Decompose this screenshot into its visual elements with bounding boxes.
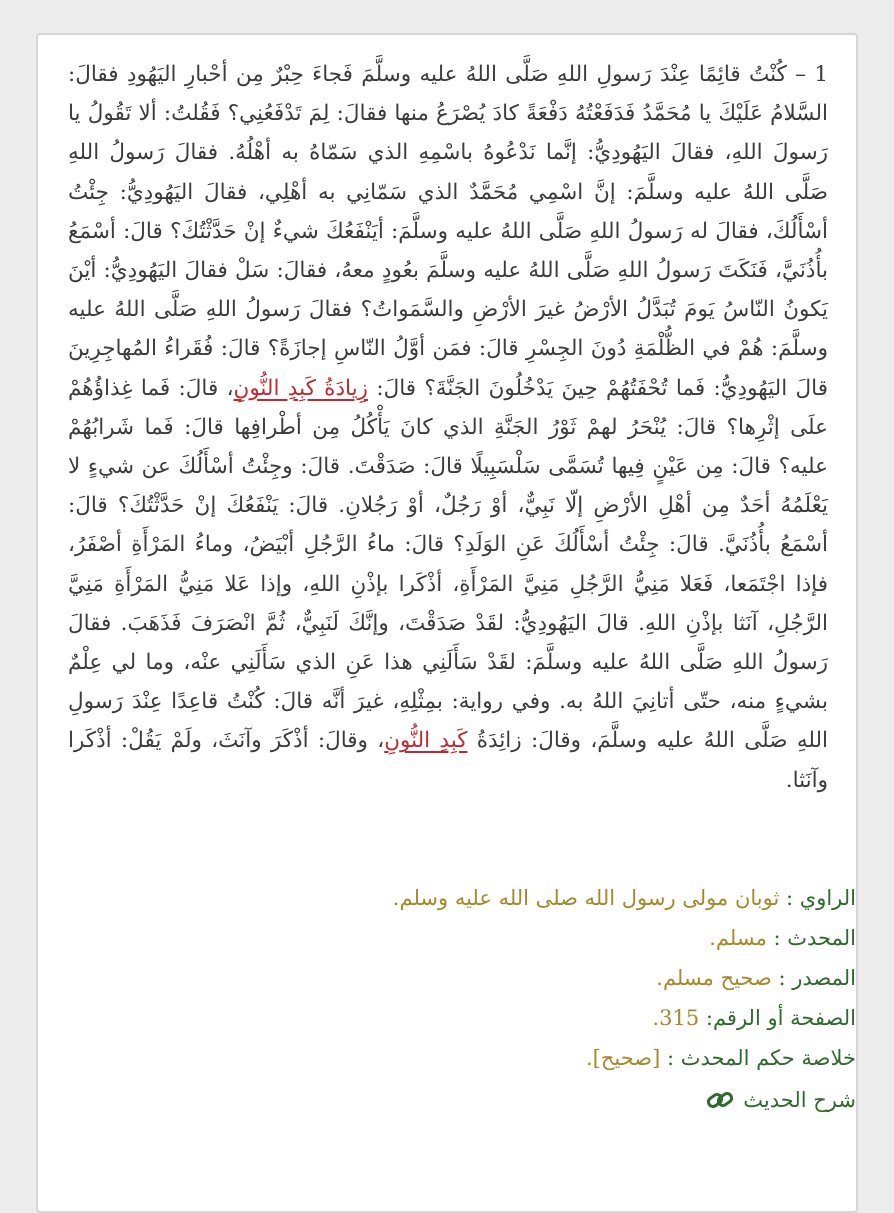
source-value: صحيح مسلم. <box>656 966 772 990</box>
source-row <box>96 958 856 998</box>
hadith-text-part-2: ، قالَ: فَما غِذاؤُهُمْ علَى إثْرِها؟ قالَ: يُنْحَرُ لهمْ ثَوْرُ الجَنَّةِ الذي كانَ يَأْكُلُ مِن أطْرافِها قالَ: فَما شَرابُهُمْ عليه؟ قالَ: مِن عَيْنٍ فِيها تُسَمَّى سَلْسَبِيلًا قالَ: صَدَقْتَ. قالَ: وجِئْتُ أسْأَلُكَ عن شيءٍ لا يَعْلَمُهُ أحَدٌ مِن أهْلِ الأرْضِ إلّا نَبِيٌّ، أوْ رَجُلٌ، أوْ رَجُلانِ. قالَ: يَنْفَعُكَ إنْ حَدَّثْتُكَ؟ قالَ: أسْمَعُ بأُذُنَيَّ. قالَ: جِئْتُ أسْأَلُكَ عَنِ الوَلَدِ؟ قالَ: ماءُ الرَّجُلِ أبْيَضُ، وماءُ المَرْأَةِ أصْفَرُ، فإذا اجْتَمَعا، فَعَلا مَنِيُّ الرَّجُلِ مَنِيَّ المَرْأَةِ، أذْكَرا بإذْنِ اللهِ، وإذا عَلا مَنِيُّ المَرْأَةِ مَنِيَّ الرَّجُلِ، آنَثا بإذْنِ اللهِ. قالَ اليَهُودِيُّ: لقَدْ صَدَقْتَ، وإنَّكَ لَنَبِيٌّ، ثُمَّ انْصَرَفَ فَذَهَبَ. فقالَ رَسولُ اللهِ صَلَّى اللهُ عليه وسلَّمَ: لقَدْ سَأَلَنِي هذا عَنِ الذي سَأَلَنِي عنْه، وما لي عِلْمٌ بشيءٍ منه، حتّى أتانِيَ اللهُ به. وفي رواية: بمِثْلِهِ، غيرَ أنَّه قالَ: كُنْتُ قاعِدًا عِنْدَ رَسولِ اللهِ صَلَّى اللهُ عليه وسلَّمَ، وقالَ: زائِدَةُ <box>68 375 828 754</box>
page-row <box>96 998 856 1038</box>
hadith-metadata <box>96 878 856 1118</box>
narrator-value: ثوبان مولى رسول الله صلى الله عليه وسلم. <box>392 886 780 910</box>
sharh-label: شرح الحديث <box>743 1088 856 1112</box>
page-value: 315. <box>652 1006 700 1030</box>
scholar-row <box>96 918 856 958</box>
link-icon <box>705 1087 735 1113</box>
hadith-text-part-1: 1 – كُنْتُ قائِمًا عِنْدَ رَسولِ اللهِ صَلَّى اللهُ عليه وسلَّمَ فَجاءَ حِبْرٌ مِن أحْبارِ اليَهُودِ فقالَ: السَّلامُ عَلَيْكَ يا مُحَمَّدُ فَدَفَعْتُهُ دَفْعَةً كادَ يُصْرَعُ منها فقالَ: لِمَ تَدْفَعُنِي؟ فَقُلتُ: ألا تَقُولُ يا رَسولَ اللهِ، فقالَ اليَهُودِيُّ: إنَّما نَدْعُوهُ باسْمِهِ الذي سَمّاهُ به أهْلُهُ. فقالَ رَسولُ اللهِ صَلَّى اللهُ عليه وسلَّمَ: إنَّ اسْمِي مُحَمَّدٌ الذي سَمّانِي به أهْلِي، فقالَ اليَهُودِيُّ: جِئْتُ أسْأَلُكَ، فقالَ له رَسولُ اللهِ صَلَّى اللهُ عليه وسلَّمَ: أيَنْفَعُكَ شيءٌ إنْ حَدَّثْتُكَ؟ قالَ: أسْمَعُ بأُذُنَيَّ، فَنَكَتَ رَسولُ اللهِ صَلَّى اللهُ عليه وسلَّمَ بعُودٍ معهُ، فقالَ: سَلْ فقالَ اليَهُودِيُّ: أيْنَ يَكونُ النّاسُ يَومَ تُبَدَّلُ الأرْضُ غيرَ الأرْضِ والسَّمَواتُ؟ فقالَ رَسولُ اللهِ صَلَّى اللهُ عليه وسلَّمَ: هُمْ في الظُّلْمَةِ دُونَ الجِسْرِ قالَ: فمَن أوَّلُ النّاسِ إجازَةً؟ قالَ: فُقَراءُ المُهاجِرِينَ قالَ اليَهُودِيُّ: فَما تُحْفَتُهُمْ حِينَ يَدْخُلُونَ الجَنَّةَ؟ قالَ: <box>68 62 828 401</box>
grade-label: خلاصة حكم المحدث : <box>667 1046 856 1070</box>
sharh-link[interactable] <box>705 1080 856 1120</box>
source-label: المصدر : <box>778 966 856 990</box>
page-label: الصفحة أو الرقم: <box>705 1006 856 1030</box>
hadith-text-part-3: ، وقالَ: أذْكَرَ وآنَثَ، ولَمْ يَقُلْ: أذْكَرا وآنَثا. <box>68 728 828 793</box>
sharh-row <box>96 1078 856 1118</box>
grade-value: [صحيح]. <box>585 1046 661 1070</box>
grade-row <box>96 1038 856 1078</box>
scholar-label: المحدث : <box>773 926 856 950</box>
narrator-row <box>96 878 856 918</box>
highlighted-phrase-1[interactable]: زِيادَةُ كَبِدِ النُّونِ <box>233 375 368 401</box>
hadith-text <box>68 55 828 800</box>
scholar-value: مسلم. <box>709 926 767 950</box>
highlighted-phrase-2[interactable]: كَبِدِ النُّونِ <box>384 728 468 754</box>
narrator-label: الراوي : <box>786 886 856 910</box>
